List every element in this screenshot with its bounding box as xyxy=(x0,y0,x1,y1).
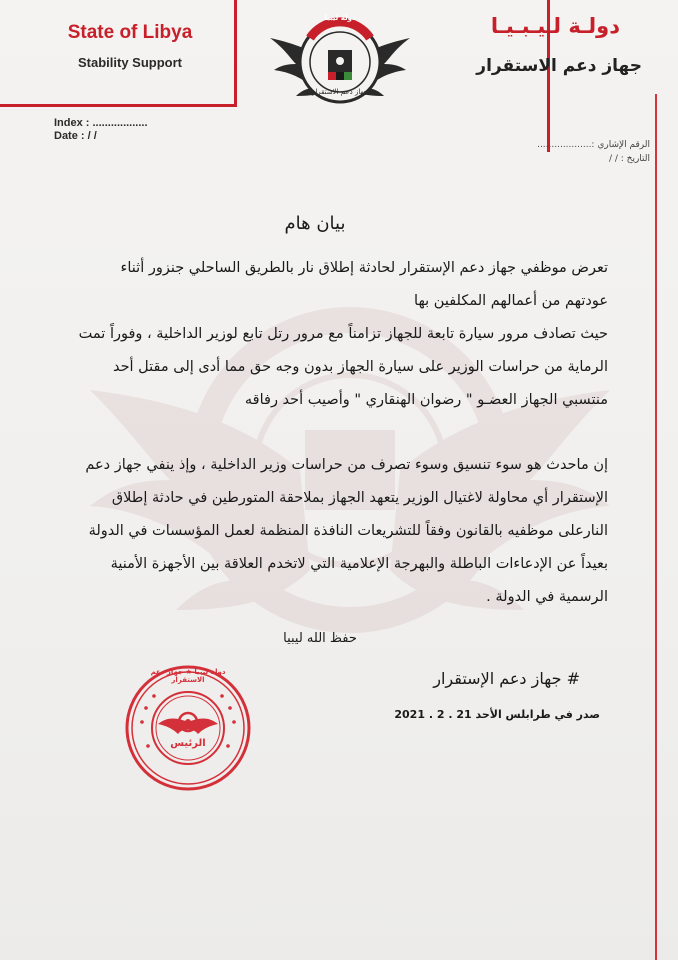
stamp-ring-text: دولة ليبيا ★ جهاز دعم الاستقرار xyxy=(150,668,226,684)
emblem-arc-text: دولة ليبيا xyxy=(324,14,356,22)
agency-emblem-logo xyxy=(270,8,410,112)
closing-line: حفظ الله ليبيا xyxy=(283,631,357,646)
header-arabic-title: دولـة لـيـبـيـا xyxy=(490,14,620,38)
index-field: Index : .................. xyxy=(54,117,148,129)
header-arabic-subtitle: جهاز دعم الاستقرار xyxy=(476,56,642,76)
statement-title: بيان هام xyxy=(284,213,346,234)
header-rule-left xyxy=(0,104,237,107)
arabic-reference-field: الرقم الإشاري :................... xyxy=(537,140,650,150)
date-field: Date : / / xyxy=(54,130,97,142)
arabic-date-field: التاريخ : / / xyxy=(608,154,650,164)
statement-paragraph-2: حيث تصادف مرور سيارة تابعة للجهاز تزامناً مع مرور رتل تابع لوزير الداخلية ، وفوراً تمت الرماية من حراسات الوزير على سيارة الجهاز بدون وجه حق مما أدى إلى مقتل أحد منتسبي الجهاز العضـو " رضوان الهنقاري " وأصيب أحد رفاقه xyxy=(78,326,608,408)
stamp-center-text: الرئيس xyxy=(170,738,206,749)
hashtag-signature: # جهاز دعم الإستقرار xyxy=(433,669,580,688)
issued-date-line: صدر في طرابلس الأحد 21 . 2 . 2021 xyxy=(394,708,600,721)
header-english-subtitle: Stability Support xyxy=(78,55,182,70)
statement-paragraph-1: تعرض موظفي جهاز دعم الإستقرار لحادثة إطلاق نار بالطريق الساحلي جنزور أثناء عودتهم من أعمالهم المكلفين بها xyxy=(120,260,608,309)
header-english-title: State of Libya xyxy=(67,22,193,43)
statement-paragraph-3: إن ماحدث هو سوء تنسيق وسوء تصرف من حراسات وزير الداخلية ، وإذ ينفي جهاز دعم الإستقرار أي محاولة لاغتيال الوزير يتعهد الجهاز بملاحقة المتورطين في حادثة إطلاق النارعلى موظفيه بالقانون وفقاً للتشريعات النافذة المنظمة لعمل المؤسسات في الدولة بعيداً عن الإدعاءات الباطلة والبهرجة الإعلامية التي لاتخدم العلاقة بين الأجهزة الأمنية الرسمية في الدولة . xyxy=(85,457,608,605)
header-divider-left xyxy=(234,0,237,106)
emblem-bottom-text: جهاز دعم الاستقرار xyxy=(311,88,369,96)
page-border-right xyxy=(655,94,657,960)
